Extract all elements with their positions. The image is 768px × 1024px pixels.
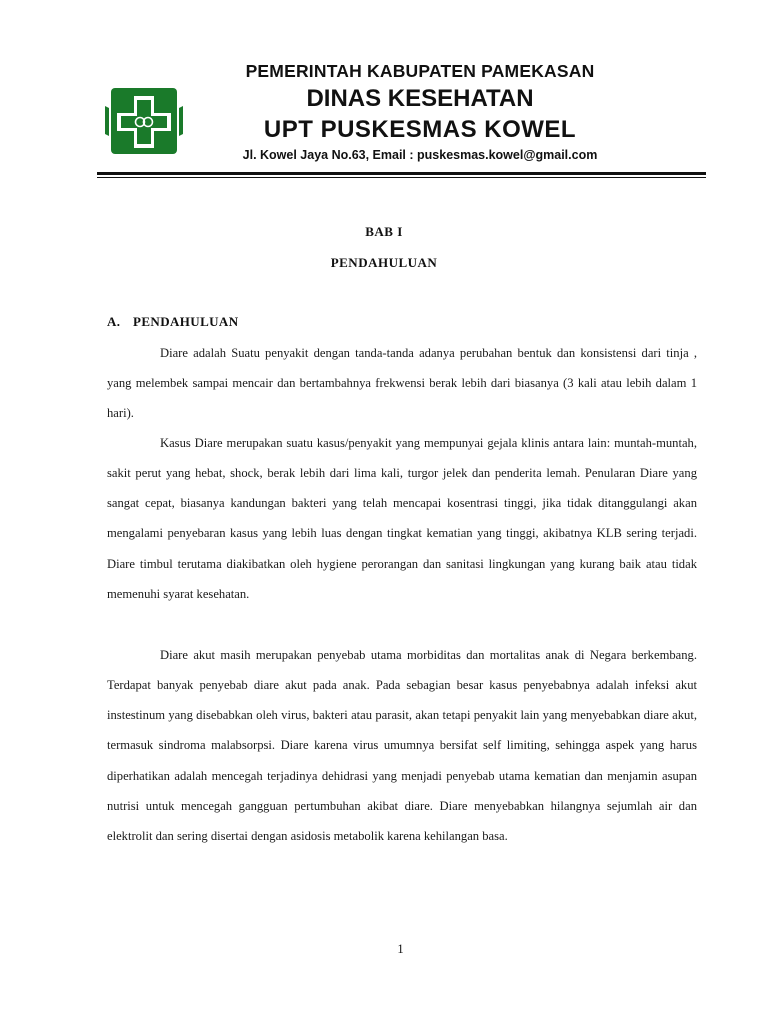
paragraph-block-3 bbox=[107, 640, 697, 851]
section-title: PENDAHULUAN bbox=[133, 314, 239, 329]
paragraph-block-2 bbox=[107, 428, 697, 609]
paragraph: Diare adalah Suatu penyakit dengan tanda-tanda adanya perubahan bentuk dan konsistensi dari tinja , yang melembek sampai mencair dan bertambahnya frekwensi berak lebih dari biasanya (3 kali atau lebih dalam 1 hari). bbox=[107, 346, 697, 421]
letterhead-department: DINAS KESEHATAN bbox=[306, 85, 534, 112]
paragraph: Kasus Diare merupakan suatu kasus/penyakit yang mempunyai gejala klinis antara lain: muntah-muntah, sakit perut yang hebat, shock, berak lebih dari lima kali, turgor jelek dan penderita lemah. Penularan Diare yang sangat cepat, biasanya kandungan bakteri yang telah mencapai kosentrasi tinggi, jika tidak ditanggulangi akan mengalami penyebaran kasus yang lebih luas dengan tingkat kematian yang tinggi, akibatnya KLB sering terjadi. Diare timbul terutama diakibatkan oleh hygiene perorangan dan sanitasi lingkungan yang kurang baik atau tidak memenuhi syarat kesehatan. bbox=[107, 436, 697, 601]
letterhead-address: Jl. Kowel Jaya No.63, Email : puskesmas.kowel@gmail.com bbox=[242, 148, 598, 162]
letterhead-unit: UPT PUSKESMAS KOWEL bbox=[263, 116, 577, 143]
page-number: 1 bbox=[397, 942, 404, 956]
chapter-title: PENDAHULUAN bbox=[330, 255, 438, 270]
letterhead-divider-thick bbox=[97, 172, 706, 175]
chapter-number: BAB I bbox=[365, 224, 403, 239]
letterhead-divider-thin bbox=[97, 177, 706, 178]
section-label: A. bbox=[107, 314, 121, 329]
section-heading bbox=[107, 314, 239, 330]
paragraph: Diare akut masih merupakan penyebab utama morbiditas dan mortalitas anak di Negara berkembang. Terdapat banyak penyebab diare akut pada anak. Pada sebagian besar kasus penyebabnya adalah infeksi akut instestinum yang disebabkan oleh virus, bakteri atau parasit, akan tetapi penyakit lain yang menyebabkan diare akut, termasuk sindroma malabsorpsi. Diare karena virus umumnya bersifat self limiting, sehingga aspek yang harus diperhatikan adalah mencegah terjadinya dehidrasi yang menjadi penyebab utama kematian dan menjamin asupan nutrisi untuk mencegah gangguan pertumbuhan akibat diare. Diare menyebabkan hilangnya sejumlah air dan elektrolit dan sering disertai dengan asidosis metabolik karena kehilangan basa. bbox=[107, 648, 697, 843]
paragraph-block-1 bbox=[107, 338, 697, 428]
letterhead-government: PEMERINTAH KABUPATEN PAMEKASAN bbox=[245, 61, 595, 81]
